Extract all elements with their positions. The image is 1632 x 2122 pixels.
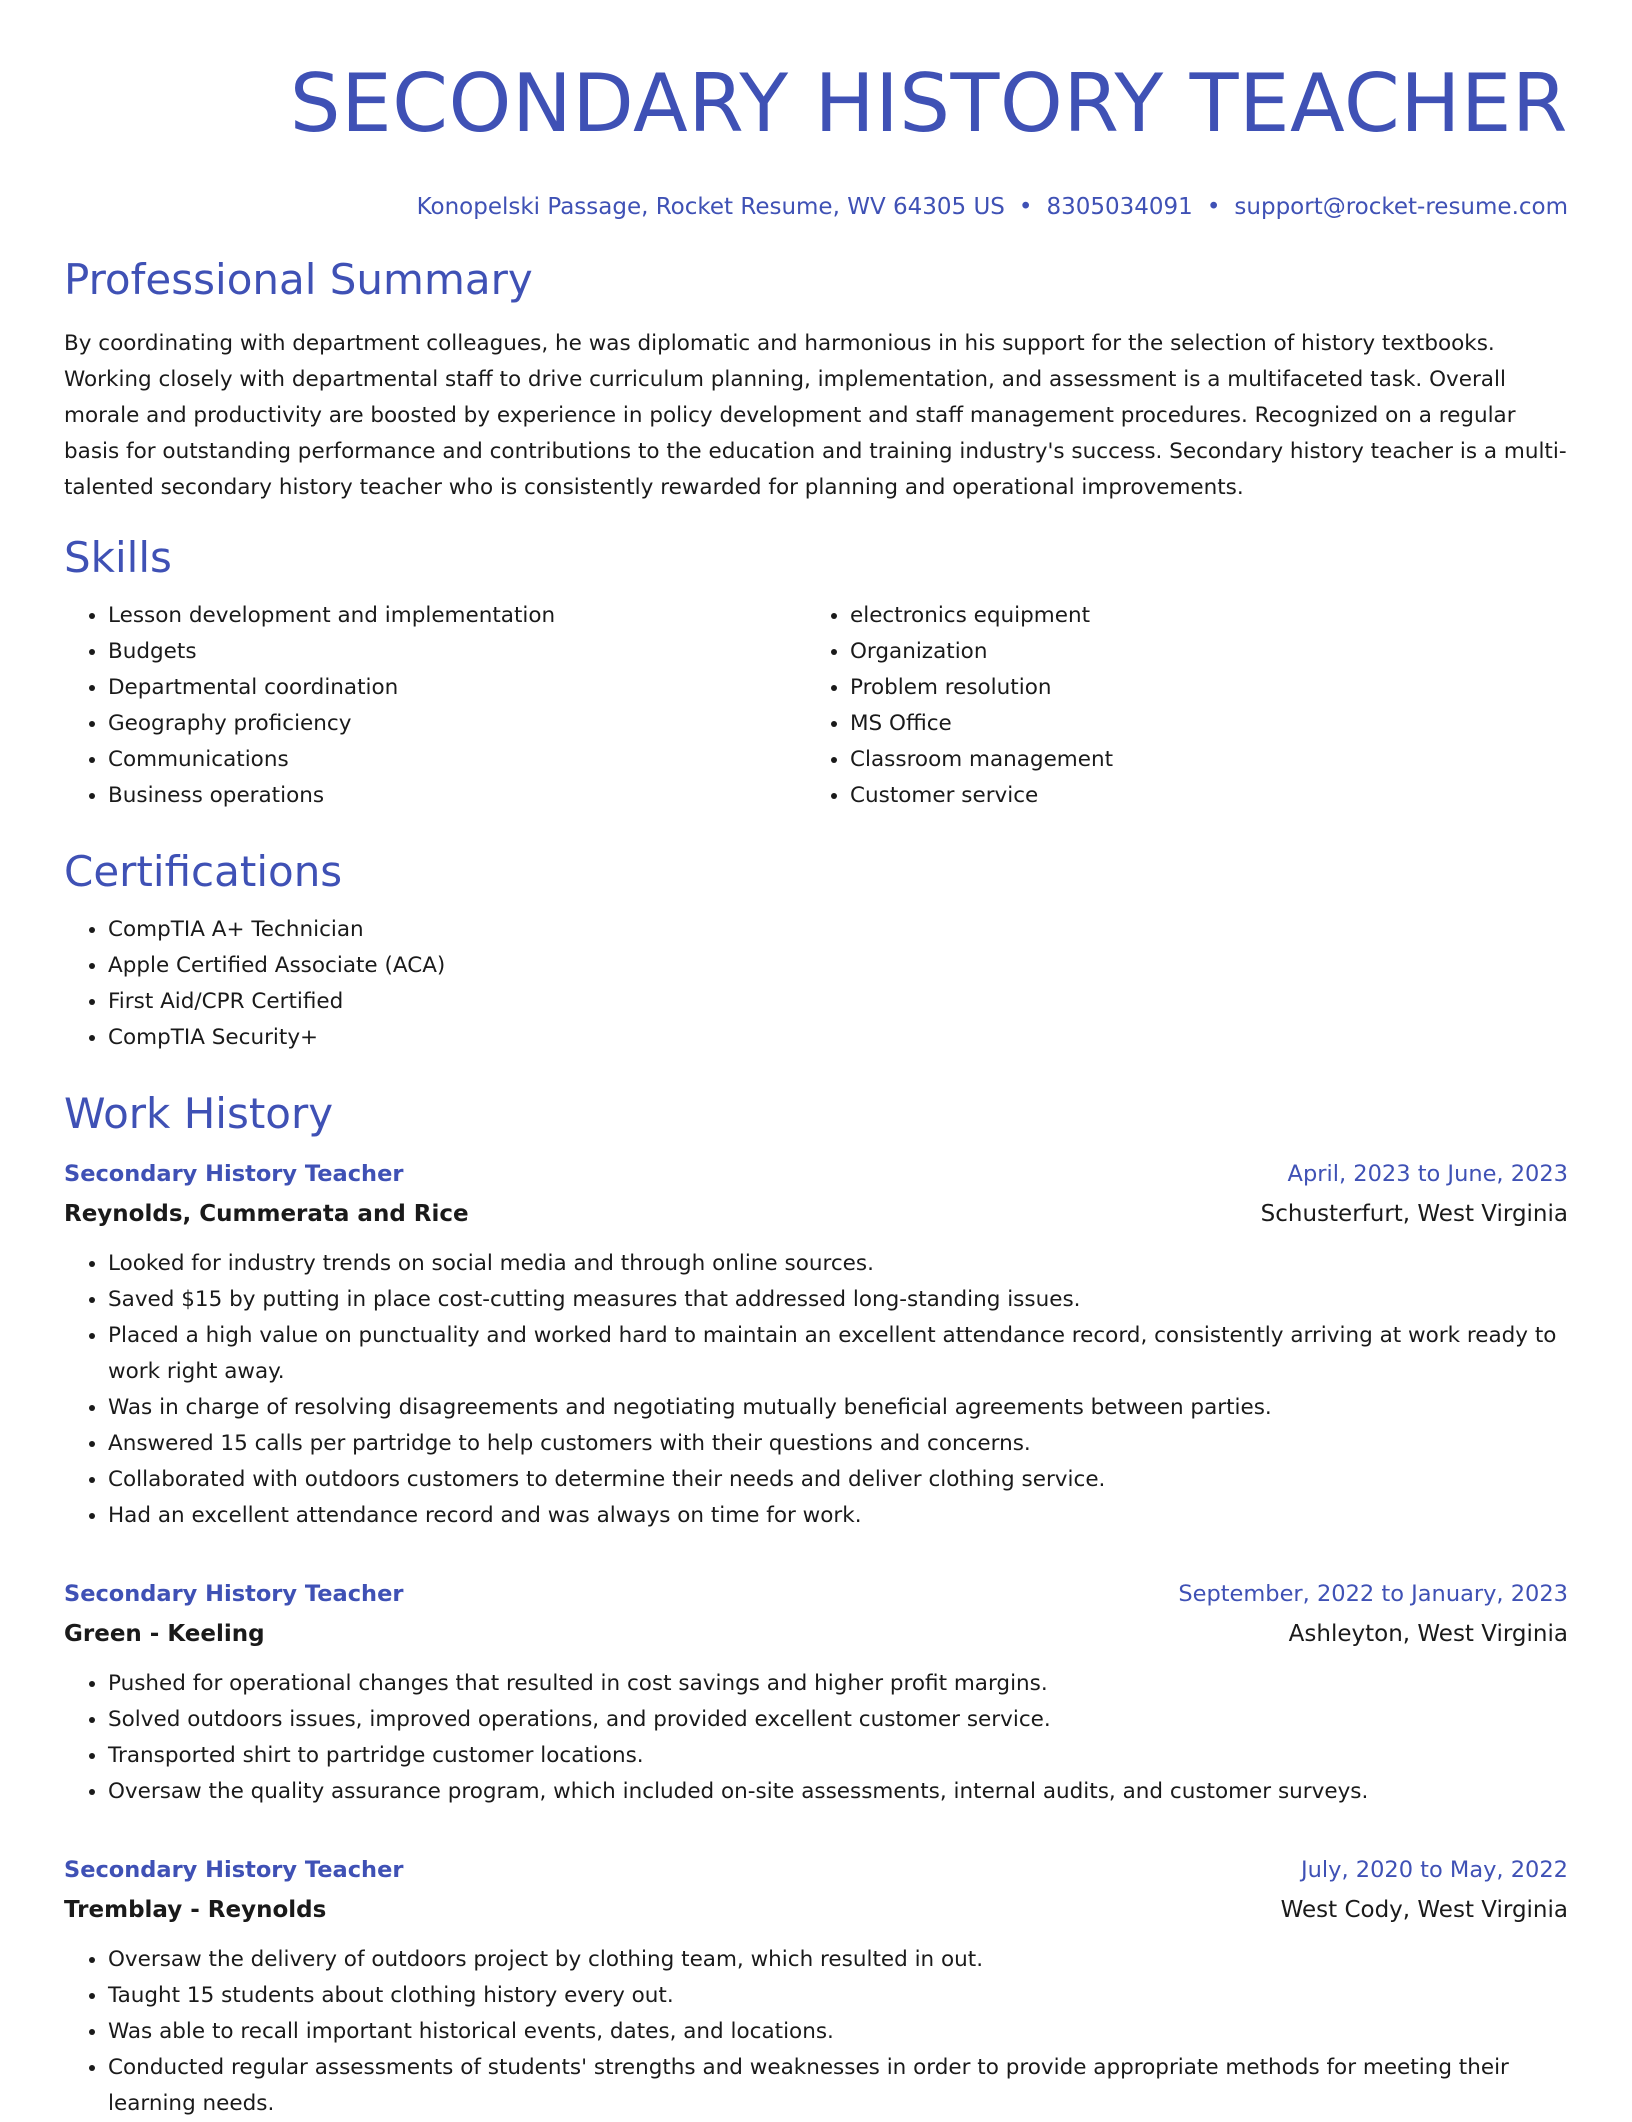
job-location: Schusterfurt, West Virginia <box>1260 1201 1568 1227</box>
job-bullet: • Was able to recall important historical events, dates, and locations. <box>108 2014 1568 2050</box>
section-title: Work History <box>64 1089 334 1138</box>
job-bullet: • Placed a high value on punctuality and worked hard to maintain an excellent attendance record, consistently arriving at work ready to work right away. <box>108 1318 1568 1390</box>
email-link[interactable]: support@rocket-resume.com <box>1234 194 1568 220</box>
job-company-row <box>64 1890 1568 1930</box>
job-bullets <box>64 1246 1568 1534</box>
job-title: Secondary History Teacher <box>64 1857 404 1883</box>
job-bullet: • Oversaw the delivery of outdoors project by clothing team, which resulted in out. <box>108 1942 1568 1978</box>
job-bullets <box>64 1666 1568 1810</box>
job-company-row <box>64 1194 1568 1234</box>
skill-item: • Organization <box>850 634 1548 670</box>
job-company: Reynolds, Cummerata and Rice <box>64 1201 469 1227</box>
skills-section <box>64 532 1568 814</box>
skill-item: • Communications <box>108 742 806 778</box>
section-title: Skills <box>64 533 172 582</box>
address: Konopelski Passage, Rocket Resume, WV 64305 US <box>416 194 1005 220</box>
certifications-list <box>64 912 1568 1056</box>
skills-list <box>64 598 806 814</box>
job-bullet: • Saved $15 by putting in place cost-cutting measures that addressed long-standing issues. <box>108 1282 1568 1318</box>
certification-item: • Apple Certified Associate (ACA) <box>108 948 1568 984</box>
job-bullet: • Solved outdoors issues, improved operations, and provided excellent customer service. <box>108 1702 1568 1738</box>
skill-item: • Problem resolution <box>850 670 1548 706</box>
skills-column-right <box>806 598 1548 814</box>
skills-grid <box>64 598 1568 814</box>
job-entry <box>64 1574 1568 1810</box>
job-company: Green - Keeling <box>64 1621 265 1647</box>
job-dates: April, 2023 to June, 2023 <box>1287 1161 1568 1187</box>
contact-line <box>64 192 1568 222</box>
section-title: Professional Summary <box>64 255 533 304</box>
job-title: Secondary History Teacher <box>64 1161 404 1187</box>
certification-item: • CompTIA A+ Technician <box>108 912 1568 948</box>
separator: • <box>1206 194 1221 220</box>
summary-text: By coordinating with department colleagues, he was diplomatic and harmonious in his support for the selection of history textbooks. Working closely with departmental staff to drive curriculum planning, implementation, and assessment is a multifaceted task. Overall morale and productivity are boosted by experience in policy development and staff management procedures. Recognized on a regular basis for outstanding performance and contributions to the education and training industry's success. Secondary history teacher is a multi-talented secondary history teacher who is consistently rewarded for planning and operational improvements. <box>64 331 1567 500</box>
job-bullets <box>64 1942 1568 2122</box>
job-bullet: • Conducted regular assessments of students' strengths and weaknesses in order to provide appropriate methods for meeting their learning needs. <box>108 2050 1568 2122</box>
job-bullet: • Collaborated with outdoors customers to determine their needs and deliver clothing service. <box>108 1462 1568 1498</box>
skill-item: • Customer service <box>850 778 1548 814</box>
job-bullet: • Was in charge of resolving disagreements and negotiating mutually beneficial agreements between parties. <box>108 1390 1568 1426</box>
skill-item: • Geography proficiency <box>108 706 806 742</box>
skill-item: • Lesson development and implementation <box>108 598 806 634</box>
job-location: Ashleyton, West Virginia <box>1288 1621 1568 1647</box>
job-company-row <box>64 1614 1568 1654</box>
job-title-row <box>64 1574 1568 1614</box>
separator: • <box>1018 194 1033 220</box>
job-bullet: • Answered 15 calls per partridge to help customers with their questions and concerns. <box>108 1426 1568 1462</box>
phone: 8305034091 <box>1046 194 1193 220</box>
skill-item: • Classroom management <box>850 742 1548 778</box>
resume-header <box>64 0 1568 222</box>
skill-item: • MS Office <box>850 706 1548 742</box>
section-title: Certifications <box>64 847 343 896</box>
job-bullet: • Had an excellent attendance record and was always on time for work. <box>108 1498 1568 1534</box>
job-location: West Cody, West Virginia <box>1280 1897 1568 1923</box>
work-history-section <box>64 1088 1568 2122</box>
skill-item: • Budgets <box>108 634 806 670</box>
job-bullet: • Taught 15 students about clothing history every out. <box>108 1978 1568 2014</box>
resume-name: SECONDARY HISTORY TEACHER <box>289 57 1568 150</box>
job-title-row <box>64 1850 1568 1890</box>
certification-item: • First Aid/CPR Certified <box>108 984 1568 1020</box>
job-entry <box>64 1154 1568 1534</box>
summary-section <box>64 254 1568 506</box>
job-bullet: • Transported shirt to partridge customer locations. <box>108 1738 1568 1774</box>
certification-item: • CompTIA Security+ <box>108 1020 1568 1056</box>
skill-item: • electronics equipment <box>850 598 1548 634</box>
skills-column-left <box>64 598 806 814</box>
skill-item: • Business operations <box>108 778 806 814</box>
certifications-section <box>64 846 1568 1056</box>
skill-item: • Departmental coordination <box>108 670 806 706</box>
job-company: Tremblay - Reynolds <box>64 1897 327 1923</box>
job-dates: July, 2020 to May, 2022 <box>1300 1857 1568 1883</box>
job-dates: September, 2022 to January, 2023 <box>1178 1581 1568 1607</box>
skills-list <box>806 598 1548 814</box>
job-title-row <box>64 1154 1568 1194</box>
job-bullet: • Looked for industry trends on social media and through online sources. <box>108 1246 1568 1282</box>
job-title: Secondary History Teacher <box>64 1581 404 1607</box>
job-bullet: • Oversaw the quality assurance program, which included on-site assessments, internal audits, and customer surveys. <box>108 1774 1568 1810</box>
job-entry <box>64 1850 1568 2122</box>
job-bullet: • Pushed for operational changes that resulted in cost savings and higher profit margins. <box>108 1666 1568 1702</box>
